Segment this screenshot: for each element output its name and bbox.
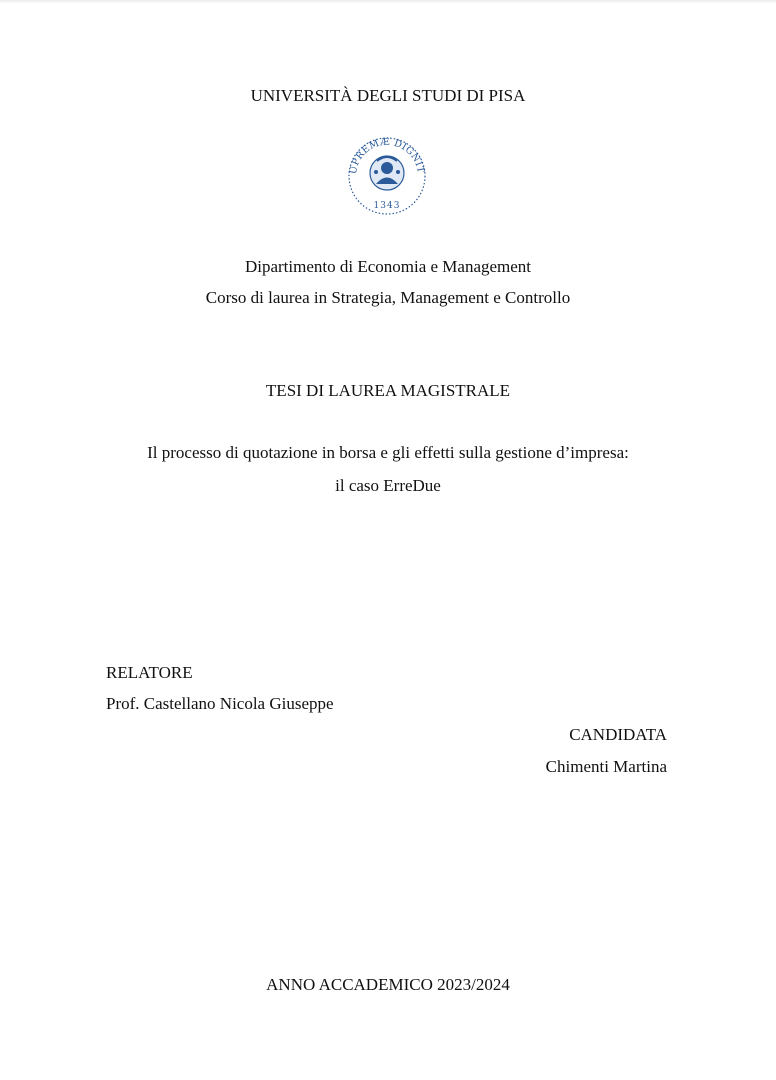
department-name: Dipartimento di Economia e Management [244,257,532,276]
supervisor-name: Prof. Castellano Nicola Giuseppe [106,694,334,713]
svg-text:1343: 1343 [373,201,401,211]
seal-icon [346,135,428,217]
candidate-name: Chimenti Martina [545,757,667,776]
university-seal-logo [346,135,428,217]
university-name: UNIVERSITÀ DEGLI STUDI DI PISA [250,86,526,105]
supervisor-label: RELATORE [106,663,193,682]
degree-course: Corso di laurea in Strategia, Management e Controllo [205,288,571,307]
thesis-type: TESI DI LAUREA MAGISTRALE [265,381,511,400]
candidate-label: CANDIDATA [569,725,667,744]
page-top-edge [0,0,776,4]
academic-year: ANNO ACCADEMICO 2023/2024 [266,975,510,994]
svg-text:IN SUPREMÆ DIGNITATIS: UPREMÆ DIGNIT [347,136,426,176]
thesis-title-line-2: il caso ErreDue [335,476,441,495]
thesis-title-line-1: Il processo di quotazione in borsa e gli effetti sulla gestione d’impresa: [147,443,629,462]
